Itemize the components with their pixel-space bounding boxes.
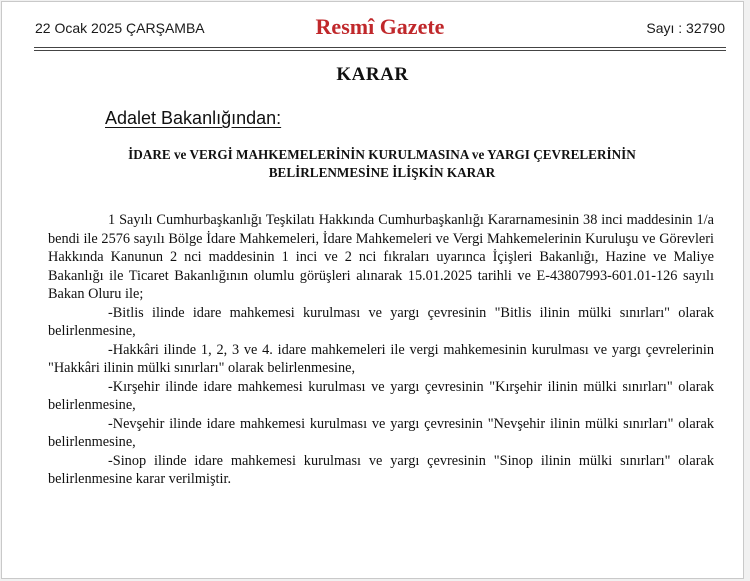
issue-date: 22 Ocak 2025 ÇARŞAMBA: [35, 20, 205, 36]
gazette-header: [35, 14, 725, 44]
body-paragraph: -Kırşehir ilinde idare mahkemesi kurulması ve yargı çevresinin "Kırşehir ilinin mülki sınırları" olarak belirlenmesine,: [48, 378, 714, 413]
decree-title: İDARE ve VERGİ MAHKEMELERİNİN KURULMASINA ve YARGI ÇEVRELERİNİN BELİRLENMESİNE İLİŞKİN KARAR: [128, 147, 636, 180]
section-title: KARAR: [336, 64, 409, 85]
body-paragraph: 1 Sayılı Cumhurbaşkanlığı Teşkilatı Hakkında Cumhurbaşkanlığı Kararnamesinin 38 inci maddesinin 1/a bendi ile 2576 sayılı Bölge İdare Mahkemeleri, İdare Mahkemeleri ve Vergi Mahkemelerinin Kuruluşu ve Görevleri Hakkında Kanunun 2 nci maddesinin 1 inci ve 2 nci fıkraları uyarınca İçişleri Bakanlığı, Hazine ve Maliye Bakanlığı ile Ticaret Bakanlığının olumlu görüşleri alınarak 15.01.2025 tarihli ve E-43807993-601.01-126 sayılı Bakan Oluru ile;: [48, 212, 714, 302]
header-divider: [34, 47, 726, 48]
gazette-page: [1, 1, 744, 579]
body-paragraph: -Bitlis ilinde idare mahkemesi kurulması ve yargı çevresinin "Bitlis ilinin mülki sınırları" olarak belirlenmesine,: [48, 304, 714, 339]
body-paragraph: -Sinop ilinde idare mahkemesi kurulması ve yargı çevresinin "Sinop ilinin mülki sınırları" olarak belirlenmesine karar verilmiştir.: [48, 452, 714, 487]
issue-number: Sayı : 32790: [646, 20, 725, 36]
decree-body: [48, 211, 714, 489]
ministry-heading: Adalet Bakanlığından:: [105, 108, 282, 128]
body-paragraph: -Nevşehir ilinde idare mahkemesi kurulması ve yargı çevresinin "Nevşehir ilinin mülki sınırları" olarak belirlenmesine,: [48, 415, 714, 450]
body-paragraph: -Hakkâri ilinde 1, 2, 3 ve 4. idare mahkemeleri ile vergi mahkemesinin kurulması ve yargı çevrelerinin "Hakkâri ilinin mülki sınırları" olarak belirlenmesine,: [48, 341, 714, 376]
header-divider-thin: [34, 50, 726, 51]
gazette-title: Resmî Gazete: [315, 14, 445, 39]
